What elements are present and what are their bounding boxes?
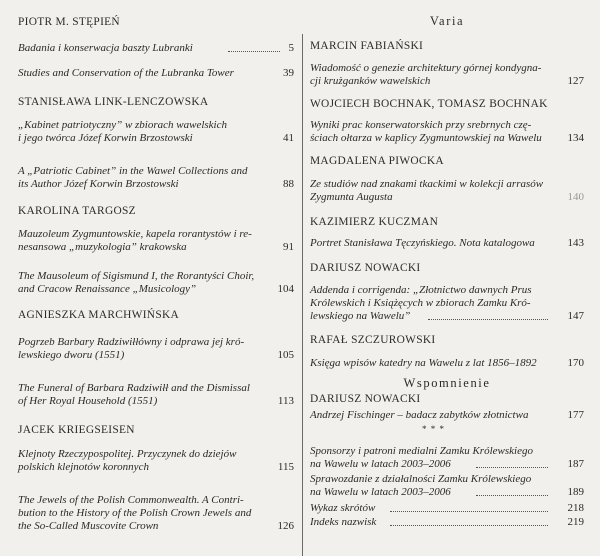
page-number: 39: [283, 67, 294, 79]
page-number: 170: [567, 357, 584, 369]
leader-dots: [476, 494, 548, 496]
entry-title-line: Wyniki prac konserwatorskich przy srebrnych czę-: [310, 119, 532, 131]
page-number: 126: [277, 520, 294, 532]
page-number: 143: [567, 237, 584, 249]
toc-entry[interactable]: [310, 178, 584, 204]
entry-title-line: Ze studiów nad znakami tkackimi w kolekcji arrasów: [310, 178, 544, 190]
entry-title-line: cji krużganków wawelskich: [310, 75, 431, 87]
entry-title-line: na Wawelu w latach 2003–2006: [310, 486, 451, 498]
entry-title: Andrzej Fischinger – badacz zabytków złotnictwa: [310, 409, 529, 421]
toc-entry[interactable]: [18, 67, 294, 80]
section-separator-stars: * * *: [422, 424, 445, 434]
entry-title-line: i jego twórca Józef Korwin Brzostowski: [18, 132, 193, 144]
author-name: DARIUSZ NOWACKI: [310, 262, 421, 274]
leader-dots: [428, 318, 548, 320]
entry-title-line: Sprawozdanie z działalności Zamku Królewskiego: [310, 473, 532, 485]
toc-entry[interactable]: [18, 270, 294, 296]
entry-title-line: bution to the History of the Polish Crown Jewels and: [18, 507, 252, 519]
page-number: 219: [567, 516, 584, 528]
toc-entry[interactable]: [310, 237, 584, 250]
entry-title: Indeks nazwisk: [310, 516, 377, 528]
toc-entry[interactable]: [18, 382, 294, 408]
entry-title: Księga wpisów katedry na Wawelu z lat 1856–1892: [310, 357, 537, 369]
toc-entry[interactable]: [310, 62, 584, 88]
author-name: JACEK KRIEGSEISEN: [18, 424, 135, 436]
section-heading-varia: Varia: [429, 14, 465, 28]
entry-title-line: The Funeral of Barbara Radziwiłł and the Dismissal: [18, 382, 250, 394]
author-name: RAFAŁ SZCZUROWSKI: [310, 334, 436, 346]
entry-title-line: its Author Józef Korwin Brzostowski: [18, 178, 179, 190]
toc-entry[interactable]: [18, 119, 294, 145]
entry-title-line: polskich klejnotów koronnych: [18, 461, 149, 473]
entry-title-line: Zygmunta Augusta: [310, 191, 393, 203]
toc-entry[interactable]: [310, 357, 584, 370]
page-number: 187: [567, 458, 584, 470]
entry-title-line: and Cracow Renaissance „Musicology”: [18, 283, 197, 295]
toc-entry[interactable]: [18, 42, 294, 55]
entry-title-line: A „Patriotic Cabinet” in the Wawel Collections and: [18, 165, 248, 177]
toc-entry[interactable]: [310, 473, 584, 499]
author-name: WOJCIECH BOCHNAK, TOMASZ BOCHNAK: [310, 98, 548, 110]
entry-title-line: The Jewels of the Polish Commonwealth. A Contri-: [18, 494, 244, 506]
page-number: 91: [283, 241, 294, 253]
entry-title-line: nesansowa „muzykologia” krakowska: [18, 241, 187, 253]
entry-title-line: ściach ołtarza w kaplicy Zygmuntowskiej na Wawelu: [310, 132, 542, 144]
entry-title-line: na Wawelu w latach 2003–2006: [310, 458, 451, 470]
entry-title-line: „Kabinet patriotyczny” w zbiorach wawelskich: [18, 119, 227, 131]
author-name: KAZIMIERZ KUCZMAN: [310, 216, 439, 228]
page-number: 189: [567, 486, 584, 498]
entry-title-line: of Her Royal Household (1551): [18, 395, 158, 407]
leader-dots: [390, 510, 548, 512]
author-name: KAROLINA TARGOSZ: [18, 205, 136, 217]
entry-title-line: Królewskich i Książęcych w zbiorach Zamku Kró-: [310, 297, 531, 309]
entry-title: Studies and Conservation of the Lubranka Tower: [18, 67, 234, 79]
page-number: 218: [567, 502, 584, 514]
page-number: 104: [277, 283, 294, 295]
author-name: MAGDALENA PIWOCKA: [310, 155, 444, 167]
page-number: 115: [277, 461, 294, 473]
page-number: 140: [567, 191, 584, 203]
page-number: 147: [567, 310, 584, 322]
toc-entry[interactable]: [18, 494, 294, 533]
page-number: 88: [283, 178, 294, 190]
leader-dots: [476, 466, 548, 468]
entry-title: Wykaz skrótów: [310, 502, 376, 514]
page-number: 127: [567, 75, 584, 87]
entry-title-line: Pogrzeb Barbary Radziwiłłówny i odprawa jej kró-: [18, 336, 245, 348]
toc-entry[interactable]: [18, 448, 294, 474]
entry-title-line: the So-Called Muscovite Crown: [18, 520, 159, 532]
entry-title-line: Wiadomość o genezie architektury górnej kondygna-: [310, 62, 542, 74]
page-number: 105: [277, 349, 294, 361]
entry-title-line: Sponsorzy i patroni medialni Zamku Królewskiego: [310, 445, 533, 457]
entry-title-line: Klejnoty Rzeczypospolitej. Przyczynek do dziejów: [18, 448, 237, 460]
page-number: 177: [567, 409, 584, 421]
toc-entry[interactable]: [310, 502, 584, 515]
page-number: 5: [288, 42, 294, 54]
toc-entry[interactable]: [18, 228, 294, 254]
toc-entry[interactable]: [310, 516, 584, 529]
author-name: PIOTR M. STĘPIEŃ: [18, 16, 120, 28]
entry-title-line: Mauzoleum Zygmuntowskie, kapela rorantystów i re-: [18, 228, 252, 240]
toc-entry[interactable]: [310, 445, 584, 471]
section-heading-wspomnienie: Wspomnienie: [403, 376, 491, 390]
toc-entry[interactable]: [310, 409, 584, 422]
author-name: DARIUSZ NOWACKI: [310, 393, 421, 405]
entry-title: Portret Stanisława Tęczyńskiego. Nota katalogowa: [310, 237, 535, 249]
author-name: AGNIESZKA MARCHWIŃSKA: [18, 309, 180, 321]
page-number: 113: [277, 395, 294, 407]
entry-title-line: lewskiego dworu (1551): [18, 349, 125, 361]
toc-entry[interactable]: [18, 165, 294, 191]
entry-title-line: The Mausoleum of Sigismund I, the Rorantyści Choir,: [18, 270, 255, 282]
leader-dots: [228, 50, 280, 52]
column-divider: [302, 34, 303, 556]
entry-title-line: Addenda i corrigenda: „Złotnictwo dawnych Prus: [310, 284, 532, 296]
toc-entry[interactable]: [310, 119, 584, 145]
toc-entry[interactable]: [18, 336, 294, 362]
entry-title-line: lewskiego na Wawelu”: [310, 310, 411, 322]
page-number: 41: [283, 132, 294, 144]
author-name: STANISŁAWA LINK-LENCZOWSKA: [18, 96, 209, 108]
page-number: 134: [567, 132, 584, 144]
toc-entry[interactable]: [310, 284, 584, 323]
leader-dots: [390, 524, 548, 526]
author-name: MARCIN FABIAŃSKI: [310, 40, 424, 52]
entry-title: Badania i konserwacja baszty Lubranki: [18, 42, 193, 54]
